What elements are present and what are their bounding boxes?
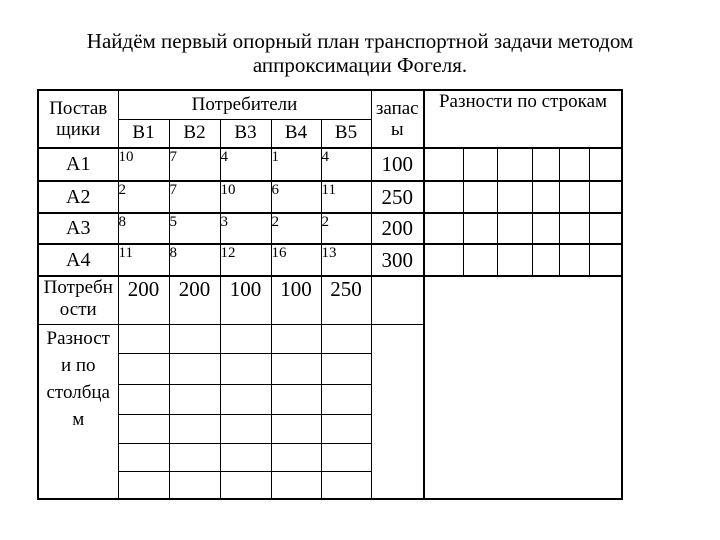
stock-cell: 250: [371, 181, 424, 213]
col-diff-cell: [220, 443, 271, 471]
cost-cell: 1: [271, 148, 321, 181]
stock-header-cell: [371, 90, 424, 148]
col-diff-cell: [118, 443, 169, 471]
consumers-header-cell: Потребители: [118, 90, 371, 119]
consumer-col-header-b1: В1: [118, 119, 169, 148]
stock-cell: 300: [371, 244, 424, 276]
row-diff-cell: [589, 244, 622, 276]
cost-cell: 11: [118, 244, 169, 276]
demands-label-line-2: ости: [59, 299, 97, 320]
cost-cell: 6: [271, 181, 321, 213]
consumer-col-header-b4: В4: [271, 119, 321, 148]
row-diff-cell: [559, 181, 589, 213]
cost-cell: 2: [321, 213, 371, 244]
cost-cell: 10: [220, 181, 271, 213]
row-diff-cell: [559, 213, 589, 244]
supplier-label: А4: [38, 244, 118, 276]
demands-label-cell: [38, 276, 118, 324]
stock-cell: 200: [371, 213, 424, 244]
row-diff-cell: [532, 244, 559, 276]
row-diff-cell: [463, 181, 497, 213]
col-diff-cell: [118, 471, 169, 499]
col-diff-cell: [321, 324, 371, 353]
row-diffs-header-cell: Разности по строкам: [424, 90, 622, 148]
demands-label-line-1: Потребн: [43, 277, 113, 298]
col-diff-cell: [118, 324, 169, 353]
demand-cell: 100: [220, 276, 271, 324]
row-diff-cell: [532, 213, 559, 244]
row-diff-cell: [463, 213, 497, 244]
row-diff-cell: [463, 148, 497, 181]
row-diff-cell: [559, 148, 589, 181]
cost-cell: 8: [118, 213, 169, 244]
col-diff-cell: [118, 384, 169, 414]
cost-cell: 16: [271, 244, 321, 276]
col-diffs-label-line-4: м: [72, 408, 85, 430]
col-diff-cell: [271, 443, 321, 471]
row-diff-cell: [463, 244, 497, 276]
cost-cell: 12: [220, 244, 271, 276]
row-diff-cell: [532, 181, 559, 213]
row-diff-cell: [424, 148, 463, 181]
col-diff-cell: [220, 414, 271, 443]
cost-cell: 8: [169, 244, 220, 276]
suppliers-header-line-2: щики: [56, 119, 101, 140]
cost-cell: 7: [169, 181, 220, 213]
demand-cell: 200: [118, 276, 169, 324]
col-diff-cell: [321, 353, 371, 384]
stock-cell: 100: [371, 148, 424, 181]
cost-cell: 3: [220, 213, 271, 244]
col-diffs-label-cell: [38, 324, 118, 499]
demand-cell: 200: [169, 276, 220, 324]
stock-header-line-1: запас: [375, 98, 419, 119]
row-diff-cell: [559, 244, 589, 276]
cost-cell: 4: [321, 148, 371, 181]
col-diff-cell: [271, 471, 321, 499]
col-diff-cell: [169, 443, 220, 471]
col-diff-cell: [321, 384, 371, 414]
suppliers-header-line-1: Постав: [49, 98, 108, 119]
empty-corner-cell: [424, 276, 622, 499]
empty-stock-cell: [371, 276, 424, 324]
row-diff-cell: [589, 181, 622, 213]
col-diff-cell: [169, 471, 220, 499]
col-diff-cell: [271, 414, 321, 443]
cost-cell: 10: [118, 148, 169, 181]
row-diff-cell: [424, 181, 463, 213]
cost-cell: 2: [118, 181, 169, 213]
empty-stock-cell: [371, 324, 424, 499]
row-diff-cell: [497, 213, 532, 244]
row-diff-cell: [497, 244, 532, 276]
cost-cell: 2: [271, 213, 321, 244]
col-diff-cell: [321, 471, 371, 499]
supplier-label: А2: [38, 181, 118, 213]
col-diff-cell: [169, 414, 220, 443]
row-diff-cell: [497, 181, 532, 213]
col-diff-cell: [271, 353, 321, 384]
col-diff-cell: [220, 471, 271, 499]
cost-cell: 5: [169, 213, 220, 244]
row-diff-cell: [589, 213, 622, 244]
col-diff-cell: [271, 384, 321, 414]
col-diff-cell: [321, 443, 371, 471]
row-diff-cell: [424, 244, 463, 276]
col-diff-cell: [220, 384, 271, 414]
col-diff-cell: [118, 414, 169, 443]
row-diff-cell: [424, 213, 463, 244]
col-diff-cell: [321, 414, 371, 443]
title-line-2: аппроксимации Фогеля.: [252, 53, 468, 77]
row-diff-cell: [497, 148, 532, 181]
stock-header-line-2: ы: [390, 119, 404, 140]
col-diff-cell: [118, 353, 169, 384]
title-line-1: Найдём первый опорный план транспортной задачи методом: [86, 29, 634, 53]
col-diff-cell: [169, 384, 220, 414]
consumer-col-header-b3: В3: [220, 119, 271, 148]
col-diffs-label-line-2: и по: [60, 354, 96, 376]
supplier-label: А1: [38, 148, 118, 181]
demand-cell: 250: [321, 276, 371, 324]
col-diff-cell: [169, 324, 220, 353]
supplier-label: А3: [38, 213, 118, 244]
cost-cell: 13: [321, 244, 371, 276]
cost-cell: 7: [169, 148, 220, 181]
row-diff-cell: [589, 148, 622, 181]
row-diff-cell: [532, 148, 559, 181]
col-diff-cell: [220, 353, 271, 384]
col-diffs-label-line-3: столбца: [46, 381, 110, 403]
col-diff-cell: [271, 324, 321, 353]
slide-title: [0, 29, 720, 77]
consumer-col-header-b2: В2: [169, 119, 220, 148]
col-diff-cell: [169, 353, 220, 384]
cost-cell: 4: [220, 148, 271, 181]
suppliers-header-cell: [38, 90, 118, 148]
col-diff-cell: [220, 324, 271, 353]
consumer-col-header-b5: В5: [321, 119, 371, 148]
transport-table: [37, 89, 623, 500]
cost-cell: 11: [321, 181, 371, 213]
col-diffs-label-line-1: Разност: [46, 327, 110, 349]
demand-cell: 100: [271, 276, 321, 324]
